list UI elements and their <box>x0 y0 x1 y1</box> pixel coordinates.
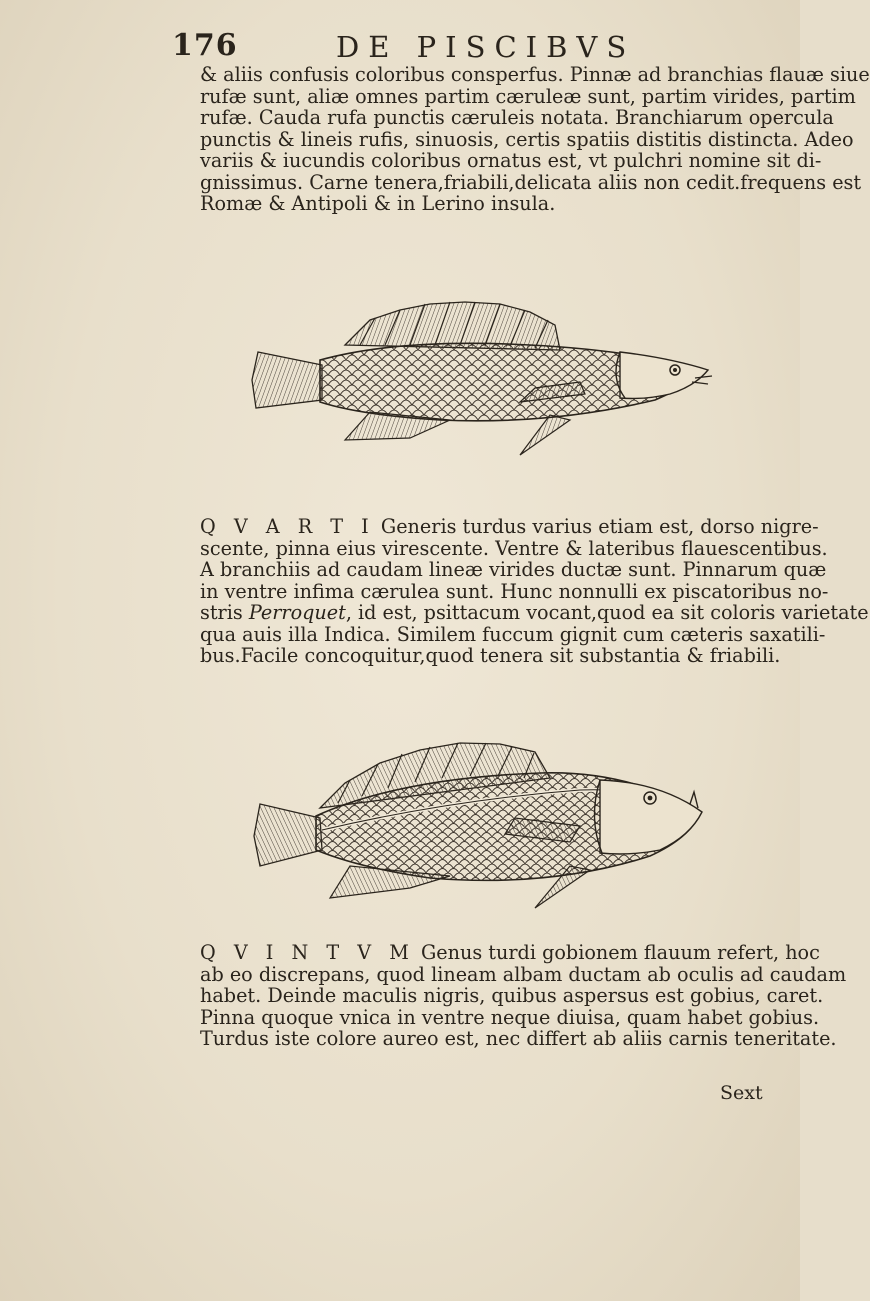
fish-illustration-quintus <box>250 738 720 923</box>
text-line: in ventre infima cærulea sunt. Hunc nonnulli ex piscatoribus no- <box>200 579 829 603</box>
running-head: DE PISCIBVS <box>336 30 636 64</box>
text-line: Pinna quoque vnica in ventre neque diuisa, quam habet gobius. <box>200 1005 820 1029</box>
text-fragment: , id est, psittacum vocant,quod ea sit coloris varietate <box>345 601 869 624</box>
text-line <box>200 515 819 538</box>
text-fragment: Generis turdus varius etiam est, dorso nigre- <box>380 515 819 538</box>
text-fragment: Genus turdi gobionem flauum refert, hoc <box>420 941 820 964</box>
paragraph-continuation <box>200 63 870 215</box>
text-line: Turdus iste colore aureo est, nec differt ab aliis carnis teneritate. <box>200 1027 837 1050</box>
text-line: qua auis illa Indica. Similem fuccum gignit cum cæteris saxatili- <box>200 622 826 646</box>
text-line <box>200 601 869 624</box>
text-line: rufæ. Cauda rufa punctis cæruleis notata. Branchiarum opercula <box>200 106 834 129</box>
text-fragment: stris <box>200 601 243 624</box>
text-line: A branchiis ad caudam lineæ virides ductæ sunt. Pinnarum quæ <box>200 558 827 581</box>
fish-illustration-quartus <box>250 290 720 470</box>
page-number: 176 <box>172 28 238 63</box>
text-line: scente, pinna eius virescente. Ventre & lateribus flauescentibus. <box>200 536 828 560</box>
catchword: Sext <box>720 1082 763 1104</box>
text-line: Romæ & Antipoli & in Lerino insula. <box>200 192 556 215</box>
text-line <box>200 941 820 964</box>
text-line: rufæ sunt, aliæ omnes partim cæruleæ sunt, partim virides, partim <box>200 84 856 108</box>
text-line: ab eo discrepans, quod lineam albam ductam ab oculis ad caudam <box>200 962 847 986</box>
paragraph-lead: Q V I N T V M <box>200 941 415 964</box>
text-line: bus.Facile concoquitur,quod tenera sit substantia & friabili. <box>200 644 781 667</box>
text-line: & aliis confusis coloribus consperfus. Pinnæ ad branchias flauæ siue <box>200 63 870 86</box>
paragraph-quintus <box>200 941 847 1050</box>
italic-term: Perroquet <box>248 601 346 624</box>
paragraph-quartus <box>200 515 869 667</box>
text-line: punctis & lineis rufis, sinuosis, certis spatiis distitis distincta. Adeo <box>200 127 854 151</box>
paragraph-lead: Q V A R T I <box>200 515 375 538</box>
text-line: variis & iucundis coloribus ornatus est, vt pulchri nomine sit di- <box>200 149 822 172</box>
text-line: gnissimus. Carne tenera,friabili,delicata aliis non cedit.frequens est <box>200 170 862 194</box>
text-line: habet. Deinde maculis nigris, quibus aspersus est gobius, caret. <box>200 984 824 1007</box>
